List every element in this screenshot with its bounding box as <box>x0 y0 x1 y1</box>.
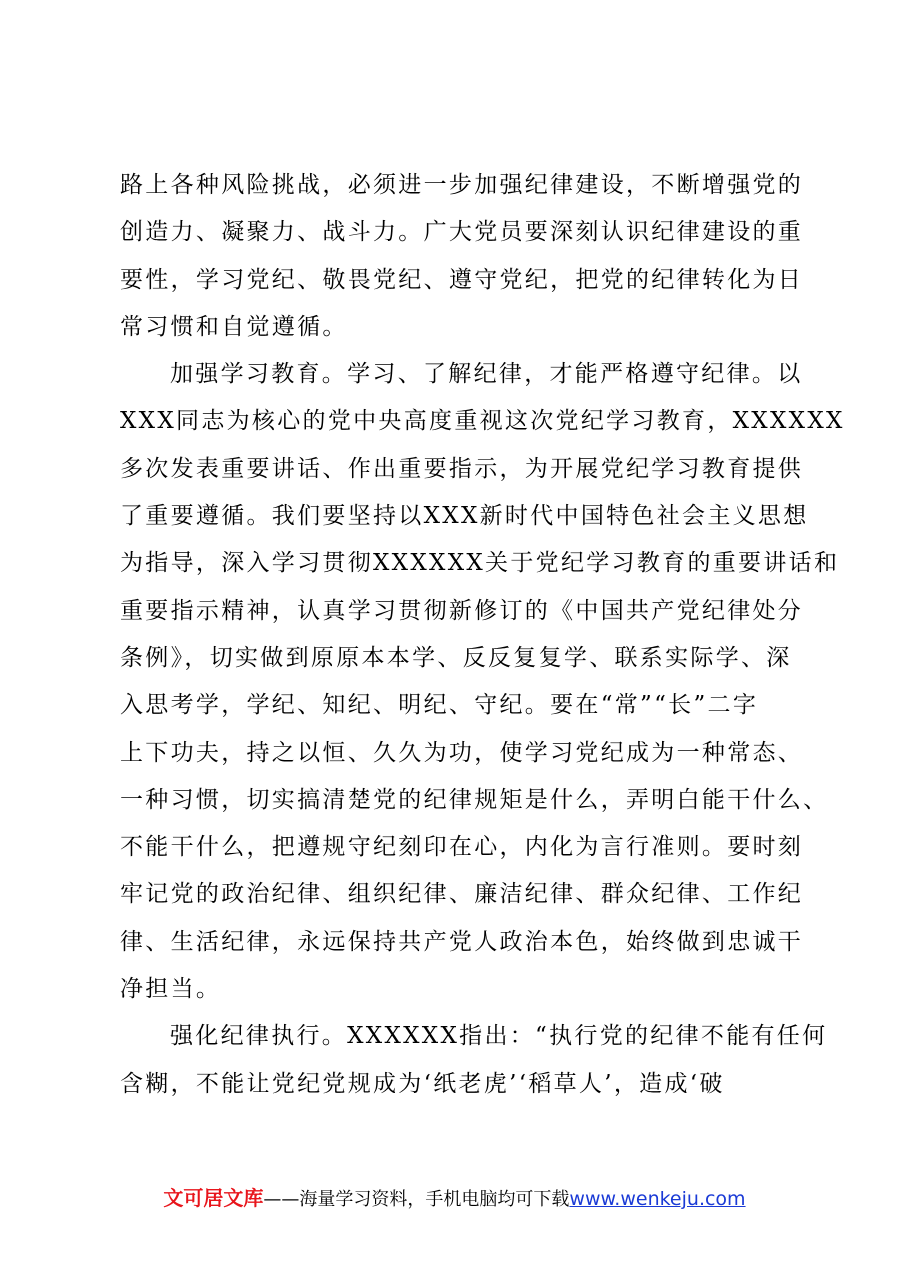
text-line: 含糊，不能让党纪党规成为‘纸老虎’‘稻草人’，造成‘破 <box>120 1070 725 1097</box>
footer-brand: 文可居文库 <box>163 1186 264 1210</box>
text-line: 律、生活纪律，永远保持共产党人政治本色，始终做到忠诚干 <box>120 928 804 955</box>
text-line: 为指导，深入学习贯彻XXXXXX关于党纪学习教育的重要讲话和 <box>120 550 840 577</box>
text-line: 多次发表重要讲话、作出重要指示，为开展党纪学习教育提供 <box>120 455 804 482</box>
text-line: 入思考学，学纪、知纪、明纪、守纪。要在“常”“长”二字 <box>120 692 759 719</box>
footer-banner <box>0 1182 909 1211</box>
document-body <box>120 162 845 1108</box>
text-line: 牢记党的政治纪律、组织纪律、廉洁纪律、群众纪律、工作纪 <box>120 881 804 908</box>
text-line: 创造力、凝聚力、战斗力。广大党员要深刻认识纪律建设的重 <box>120 219 804 246</box>
text-line: 不能干什么，把遵规守纪刻印在心，内化为言行准则。要时刻 <box>120 834 804 861</box>
text-line: XXX同志为核心的党中央高度重视这次党纪学习教育，XXXXXX <box>120 408 845 435</box>
footer-website-link[interactable]: www.wenkeju.com <box>569 1188 746 1210</box>
text-line: 净担当。 <box>120 976 222 1003</box>
text-line: 强化纪律执行。XXXXXX指出：“执行党的纪律不能有任何 <box>170 1023 828 1050</box>
text-line: 加强学习教育。学习、了解纪律，才能严格遵守纪律。以 <box>170 361 803 388</box>
text-line: 一种习惯，切实搞清楚党的纪律规矩是什么，弄明白能干什么、 <box>120 786 829 813</box>
text-line: 上下功夫，持之以恒、久久为功，使学习党纪成为一种常态、 <box>120 739 804 766</box>
text-line: 条例》，切实做到原原本本学、反反复复学、联系实际学、深 <box>120 644 792 671</box>
text-line: 重要指示精神，认真学习贯彻新修订的《中国共产党纪律处分 <box>120 597 804 624</box>
text-line: 要性，学习党纪、敬畏党纪、遵守党纪，把党的纪律转化为日 <box>120 266 804 293</box>
footer-slogan: ——海量学习资料，手机电脑均可下载 <box>263 1189 570 1210</box>
text-line: 路上各种风险挑战，必须进一步加强纪律建设，不断增强党的 <box>120 172 804 198</box>
text-line: 了重要遵循。我们要坚持以XXX新时代中国特色社会主义思想 <box>120 503 809 530</box>
text-line: 常习惯和自觉遵循。 <box>120 313 348 340</box>
